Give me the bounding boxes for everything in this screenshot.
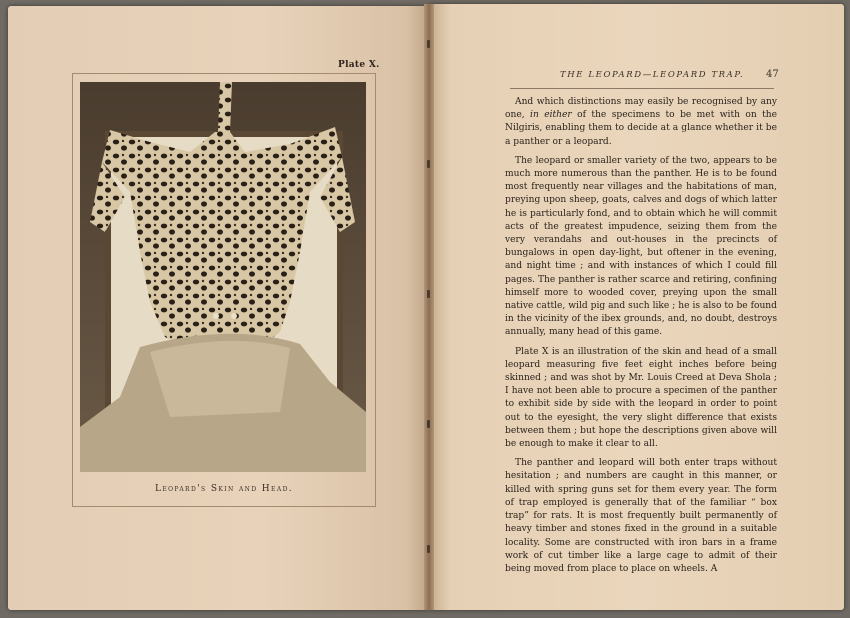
binding-stitch — [427, 160, 430, 168]
paragraph: Plate X is an illustration of the skin and head of a small leopard measuring five feet eight inches before being skinned ; and was shot by Mr. Louis Creed at Deva Shola ; I have not been able to procure a specimen of the panther to exhibit side by side with the leopard in order to point out to the eyesight, the very slight difference that exists between them ; but hope the descriptions given above will be enough to make it clear to all. — [505, 346, 777, 450]
book-gutter — [424, 4, 434, 610]
plate-caption: Leopard's Skin and Head. — [154, 484, 294, 494]
header-rule — [510, 88, 774, 89]
running-head: THE LEOPARD—LEOPARD TRAP. — [560, 70, 745, 80]
body-text — [505, 96, 777, 582]
binding-stitch — [427, 40, 430, 48]
leopard-skin-photo — [80, 82, 366, 472]
plate-label: Plate X. — [338, 60, 380, 70]
paragraph: The panther and leopard will both enter traps without hesitation ; and numbers are caught in this manner, or killed with spring guns set for them every year. The form of trap employed is generally that of the familiar “ box trap” for rats. It is most frequently built permanently of heavy timber and stones fixed in the ground in a suitable locality. Some are constructed with iron bars in a frame work of cut timber like a large cage to admit of their being moved from place to place on wheels. A — [505, 458, 777, 574]
paragraph: And which distinctions may easily be recognised by any one, in either of the specimens to be met with on the Nilgiris, enabling them to decide at a glance whether it be a panther or a leopard. — [505, 97, 778, 147]
page-number: 47 — [766, 69, 779, 80]
binding-stitch — [427, 290, 430, 298]
binding-stitch — [427, 420, 430, 428]
binding-stitch — [427, 545, 430, 553]
paragraph: The leopard or smaller variety of the two, appears to be much more numerous than the panther. He is to be found most frequently near villages and the habitations of man, preying upon sheep, goats, calves and dogs of which latter he is particularly fond, and to obtain which he will commit acts of the greatest impudence, seizing them from the very verandahs and out-houses in the precincts of bungalows in open day-light, but oftener in the evening, and night time ; and with instances of which I could fill pages. The panther is rather scarce and retiring, confining himself more to wooded cover, preying upon the small native cattle, wild pig and such like ; he is also to be found in the vicinity of the ibex grounds, and, no doubt, destroys annually, many head of this game. — [505, 155, 777, 338]
